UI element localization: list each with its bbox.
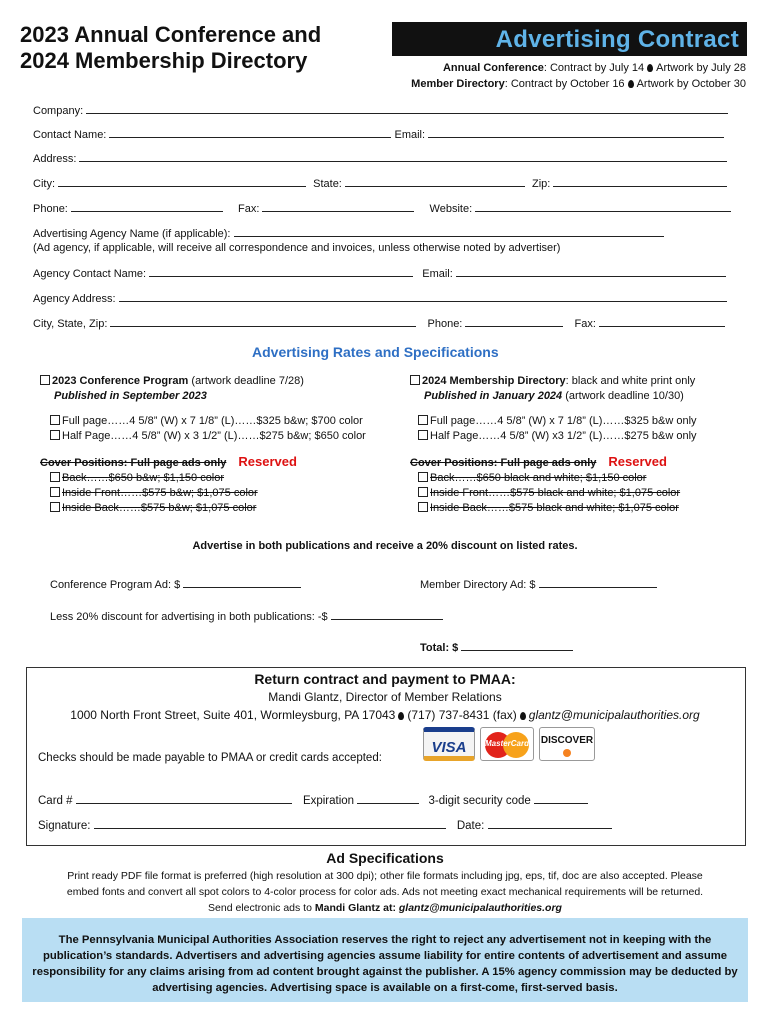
- directory-published: [410, 389, 697, 404]
- agency-city-field[interactable]: [110, 318, 416, 327]
- directory-inside-back-label: Inside Back……$575 black and white; $1,075 color: [430, 502, 679, 514]
- title-line-1: 2023 Annual Conference and: [20, 22, 322, 47]
- payment-email: glantz@municipalauthorities.org: [528, 708, 700, 722]
- directory-print-note: : black and white print only: [565, 375, 696, 387]
- phone-label: Phone:: [33, 203, 68, 215]
- conference-inside-front-checkbox: [50, 487, 60, 497]
- conference-program-deadline: (artwork deadline 7/28): [188, 375, 304, 387]
- city-field[interactable]: [58, 178, 306, 187]
- phone-row: [33, 203, 731, 215]
- conference-contract-date: : Contract by July 14: [543, 62, 645, 74]
- discover-orange-dot-wrap: [540, 748, 594, 759]
- agency-name-label: Advertising Agency Name (if applicable):: [33, 228, 231, 240]
- conference-deadline: [443, 62, 746, 74]
- company-row: [33, 105, 728, 117]
- directory-inside-back-checkbox: [418, 502, 428, 512]
- conference-cover-positions: [40, 454, 366, 471]
- security-code-label: 3-digit security code: [428, 795, 531, 807]
- expiration-label: Expiration: [302, 795, 355, 807]
- conference-program-checkbox[interactable]: [40, 375, 50, 385]
- agency-email-label: Email:: [422, 268, 453, 280]
- directory-inside-front-checkbox: [418, 487, 428, 497]
- conference-program-title: 2023 Conference Program: [52, 375, 189, 387]
- agency-phone-field[interactable]: [465, 318, 563, 327]
- city-row: [33, 178, 727, 190]
- agency-city-row: [33, 318, 725, 330]
- directory-artwork-date: Artwork by October 30: [636, 78, 746, 90]
- agency-email-field[interactable]: [456, 268, 726, 277]
- directory-inside-back-option: [410, 501, 697, 516]
- expiration-field[interactable]: [357, 795, 419, 804]
- conference-half-page-checkbox[interactable]: [50, 430, 60, 440]
- directory-ad-field[interactable]: [539, 579, 657, 588]
- directory-title: 2024 Membership Directory: [422, 375, 566, 387]
- directory-back-option: [410, 471, 697, 486]
- signature-field[interactable]: [94, 820, 446, 829]
- address-field[interactable]: [79, 153, 727, 162]
- conference-inside-back-label: Inside Back……$575 b&w; $1,075 color: [62, 502, 257, 514]
- mastercard-text: MasterCard: [484, 739, 529, 748]
- security-code-field[interactable]: [534, 795, 588, 804]
- contact-name-field[interactable]: [109, 129, 391, 138]
- conference-ad-label: Conference Program Ad: $: [50, 579, 181, 591]
- company-label: Company:: [33, 105, 84, 117]
- discover-text: DISCOVER: [540, 735, 594, 746]
- payment-phone: (717) 737-8431 (fax): [407, 708, 517, 722]
- agency-fax-field[interactable]: [599, 318, 725, 327]
- card-number-field[interactable]: [76, 795, 292, 804]
- directory-back-checkbox: [418, 472, 428, 482]
- visa-card-logo: VISA: [423, 727, 475, 761]
- contact-name-label: Contact Name:: [33, 129, 107, 141]
- total-field[interactable]: [461, 642, 573, 651]
- city-label: City:: [33, 178, 55, 190]
- directory-back-label: Back……$650 black and white; $1,150 color: [430, 472, 647, 484]
- conference-ad-row: [50, 579, 301, 591]
- discount-field[interactable]: [331, 611, 443, 620]
- directory-heading: [410, 374, 697, 389]
- date-label: Date:: [456, 820, 485, 832]
- total-label: Total: $: [420, 642, 459, 654]
- directory-label: Member Directory: [411, 78, 505, 90]
- directory-published-date: Published in January 2024: [424, 390, 563, 402]
- fax-field[interactable]: [262, 203, 414, 212]
- email-label: Email:: [394, 129, 426, 141]
- contact-row: [33, 129, 724, 141]
- directory-half-page-label: Half Page……4 5/8” (W) x3 1/2” (L)……$275 b&w only: [430, 430, 697, 442]
- company-field[interactable]: [86, 105, 728, 114]
- zip-field[interactable]: [553, 178, 727, 187]
- disclaimer-box: The Pennsylvania Municipal Authorities Association reserves the right to reject any advertisement not in keeping with the publication’s standards. Advertisers and advertising agencies assume liability for entire contents of advertisement and assume responsibility for any claims arising from ad content brought against the publisher. A 15% agency commission may be deducted by advertising agencies. Advertising space is available on a first-come, first-served basis.: [22, 918, 748, 1002]
- card-number-label: Card #: [38, 795, 73, 807]
- agency-phone-label: Phone:: [427, 318, 463, 330]
- ad-specs-line-1: Print ready PDF file format is preferred (high resolution at 300 dpi); other file formats including jpg, eps, tif, doc are also accepted. Please: [67, 870, 703, 882]
- conference-inside-back-checkbox: [50, 502, 60, 512]
- send-ads-text: Send electronic ads to: [208, 902, 315, 914]
- card-row: [38, 795, 588, 807]
- directory-inside-front-label: Inside Front……$575 black and white; $1,075 color: [430, 487, 681, 499]
- ad-specs-line-2: embed fonts and convert all spot colors to 4-color process for color ads. Ads not meeting exact mechanical requirements will be returned.: [66, 886, 704, 898]
- ad-specs-heading: Ad Specifications: [326, 850, 444, 866]
- directory-deadline: [411, 78, 746, 90]
- conference-cover-label: Cover Positions: Full page ads only: [40, 457, 227, 469]
- conference-back-checkbox: [50, 472, 60, 482]
- conference-inside-back-option: [40, 501, 366, 516]
- conference-inside-front-label: Inside Front……$575 b&w; $1,075 color: [62, 487, 258, 499]
- rates-heading: Advertising Rates and Specifications: [252, 344, 499, 360]
- send-ads-email: glantz@municipalauthorities.org: [398, 902, 562, 914]
- directory-cover-label: Cover Positions: Full page ads only: [410, 457, 597, 469]
- payment-address-line: [0, 708, 770, 722]
- discover-card-logo: [539, 727, 595, 761]
- directory-ad-label: Member Directory Ad: $: [420, 579, 536, 591]
- discount-note: Advertise in both publications and receive a 20% discount on listed rates.: [192, 540, 578, 552]
- ad-specs-text: [0, 868, 770, 916]
- directory-ad-row: [420, 579, 657, 591]
- directory-checkbox[interactable]: [410, 375, 420, 385]
- advertising-contract-badge: Advertising Contract: [392, 22, 747, 56]
- payment-contact-name: Mandi Glantz, Director of Member Relations: [268, 690, 502, 704]
- agency-name-field[interactable]: [234, 228, 664, 237]
- conference-full-page-checkbox[interactable]: [50, 415, 60, 425]
- address-label: Address:: [33, 153, 77, 165]
- membership-directory-column: [410, 374, 697, 516]
- signature-row: [38, 820, 612, 832]
- address-row: [33, 153, 727, 165]
- directory-full-page-label: Full page……4 5/8” (W) x 7 1/8” (L)……$325 b&w only: [430, 415, 697, 427]
- agency-contact-field[interactable]: [149, 268, 413, 277]
- conference-inside-front-option: [40, 486, 366, 501]
- conference-published: Published in September 2023: [54, 390, 207, 402]
- directory-cover-positions: [410, 454, 697, 471]
- state-field[interactable]: [345, 178, 525, 187]
- agency-note: (Ad agency, if applicable, will receive all correspondence and invoices, unless otherwise noted by advertiser): [33, 242, 561, 254]
- payment-checks-note: Checks should be made payable to PMAA or credit cards accepted:: [38, 752, 382, 764]
- payment-address: 1000 North Front Street, Suite 401, Wormleysburg, PA 17043: [70, 708, 396, 722]
- signature-label: Signature:: [38, 820, 91, 832]
- mastercard-logo: [480, 727, 534, 761]
- conference-half-page-option: [40, 429, 366, 444]
- discount-row: [50, 611, 443, 623]
- conference-ad-field[interactable]: [183, 579, 301, 588]
- conference-reserved-label: Reserved: [238, 454, 297, 469]
- directory-full-page-option: [410, 414, 697, 429]
- fax-label: Fax:: [238, 203, 260, 215]
- conference-label: Annual Conference: [442, 62, 544, 74]
- agency-address-field[interactable]: [119, 293, 727, 302]
- title-line-2: 2024 Membership Directory: [20, 48, 308, 73]
- directory-full-page-checkbox[interactable]: [418, 415, 428, 425]
- directory-half-page-option: [410, 429, 697, 444]
- ad-specs-line-3: [0, 900, 770, 916]
- directory-contract-date: : Contract by October 16: [504, 78, 625, 90]
- website-field[interactable]: [475, 203, 731, 212]
- drop-icon: [520, 712, 526, 720]
- agency-address-label: Agency Address:: [33, 293, 116, 305]
- directory-artwork-deadline: (artwork deadline 10/30): [562, 390, 684, 402]
- conference-program-heading: [40, 374, 366, 389]
- conference-artwork-date: Artwork by July 28: [656, 62, 746, 74]
- send-ads-name: Mandi Glantz at:: [314, 902, 396, 914]
- drop-icon: [398, 712, 404, 720]
- discount-label: Less 20% discount for advertising in both publications: -$: [50, 611, 328, 623]
- drop-icon: [647, 64, 653, 72]
- agency-contact-row: [33, 268, 726, 280]
- drop-icon: [628, 80, 634, 88]
- agency-city-label: City, State, Zip:: [33, 318, 108, 330]
- agency-fax-label: Fax:: [574, 318, 596, 330]
- conference-full-page-option: [40, 414, 366, 429]
- phone-field[interactable]: [71, 203, 223, 212]
- agency-address-row: [33, 293, 727, 305]
- document-title: [20, 22, 321, 74]
- conference-half-page-label: Half Page……4 5/8” (W) x 3 1/2” (L)……$275 b&w; $650 color: [62, 430, 366, 442]
- payment-heading: Return contract and payment to PMAA:: [254, 671, 516, 687]
- directory-inside-front-option: [410, 486, 697, 501]
- discover-dot-icon: [563, 749, 571, 757]
- conference-program-column: [40, 374, 366, 516]
- directory-half-page-checkbox[interactable]: [418, 430, 428, 440]
- conference-back-option: [40, 471, 366, 486]
- zip-label: Zip:: [532, 178, 551, 190]
- conference-full-page-label: Full page……4 5/8” (W) x 7 1/8” (L)……$325 b&w; $700 color: [62, 415, 363, 427]
- website-label: Website:: [429, 203, 473, 215]
- email-field[interactable]: [428, 129, 724, 138]
- total-row: [420, 642, 573, 654]
- agency-name-row: [33, 228, 664, 240]
- agency-contact-label: Agency Contact Name:: [33, 268, 147, 280]
- state-label: State:: [313, 178, 342, 190]
- conference-back-label: Back……$650 b&w; $1,150 color: [62, 472, 225, 484]
- directory-reserved-label: Reserved: [608, 454, 667, 469]
- date-field[interactable]: [488, 820, 612, 829]
